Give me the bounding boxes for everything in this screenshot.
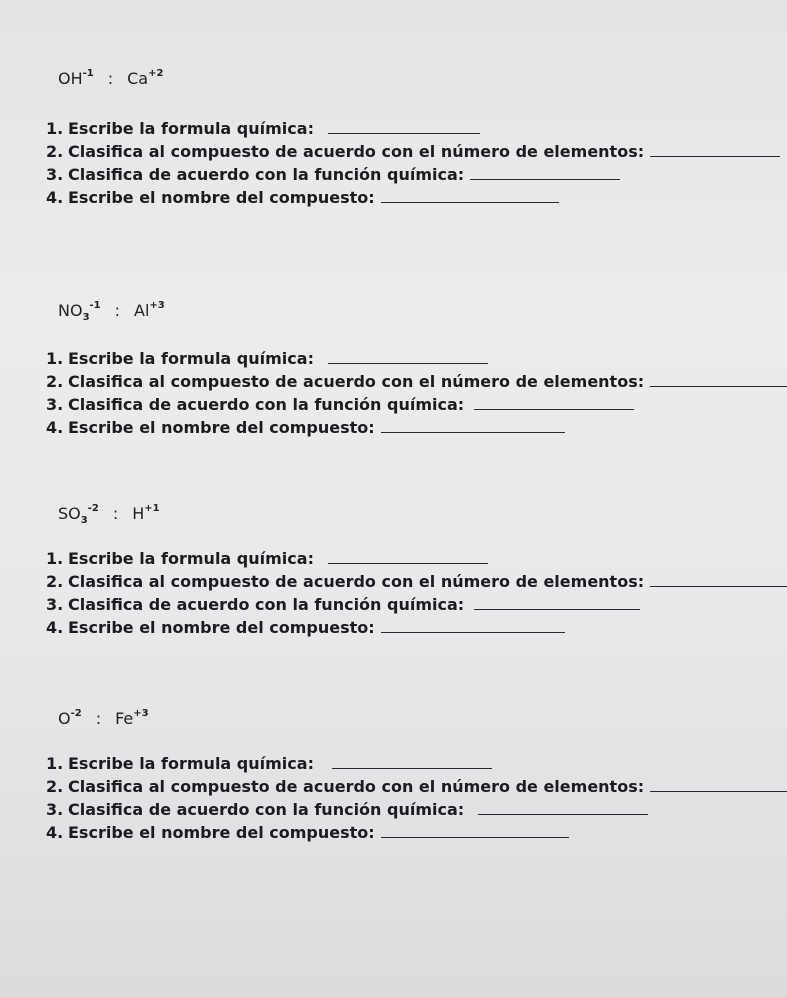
exercise-section-2 [46,294,766,439]
cation: $Al^{+3}$ [134,300,165,321]
answer-blank[interactable] [381,431,565,433]
cation: $Ca^{+2}$ [127,68,164,89]
question-formula: 1. Escribe la formula química: [46,547,766,570]
ion-pair [46,497,766,525]
cation: $H^{+1}$ [132,503,160,524]
question-list [46,347,766,439]
answer-blank[interactable] [474,608,640,610]
question-classify-function: 3. Clasifica de acuerdo con la función química: [46,393,766,416]
answer-blank[interactable] [650,585,787,587]
question-name: 4. Escribe el nombre del compuesto: [46,186,766,209]
question-formula: 1. Escribe la formula química: [46,347,766,370]
answer-blank[interactable] [381,631,565,633]
question-name: 4. Escribe el nombre del compuesto: [46,416,766,439]
ion-separator: : [107,69,114,89]
answer-blank[interactable] [470,178,620,180]
question-list [46,117,766,209]
answer-blank[interactable] [328,362,488,364]
ion-separator: : [112,504,119,524]
question-classify-function: 3. Clasifica de acuerdo con la función química: [46,798,766,821]
answer-blank[interactable] [650,385,787,387]
question-list [46,547,766,639]
answer-blank[interactable] [332,767,492,769]
answer-blank[interactable] [328,562,488,564]
anion: $SO_3^{-2}$ [58,503,99,527]
answer-blank[interactable] [478,813,648,815]
question-classify-function: 3. Clasifica de acuerdo con la función química: [46,163,766,186]
question-classify-function: 3. Clasifica de acuerdo con la función química: [46,593,766,616]
ion-pair [46,294,766,322]
ion-pair [46,62,766,90]
ion-pair [46,702,766,730]
exercise-section-3 [46,497,766,639]
question-name: 4. Escribe el nombre del compuesto: [46,821,766,844]
answer-blank[interactable] [474,408,634,410]
exercise-section-4 [46,702,766,844]
cation: $Fe^{+3}$ [115,708,149,729]
anion: $O^{-2}$ [58,708,82,729]
answer-blank[interactable] [328,132,480,134]
question-formula: 1. Escribe la formula química: [46,752,766,775]
anion: $NO_3^{-1}$ [58,300,101,324]
question-classify-elements: 2. Clasifica al compuesto de acuerdo con el número de elementos: [46,570,766,593]
question-classify-elements: 2. Clasifica al compuesto de acuerdo con el número de elementos: [46,140,766,163]
answer-blank[interactable] [650,790,787,792]
question-list [46,752,766,844]
ion-separator: : [95,709,102,729]
question-formula: 1. Escribe la formula química: [46,117,766,140]
question-classify-elements: 2. Clasifica al compuesto de acuerdo con el número de elementos: [46,775,766,798]
answer-blank[interactable] [381,836,569,838]
answer-blank[interactable] [381,201,559,203]
ion-separator: : [114,301,121,321]
question-classify-elements: 2. Clasifica al compuesto de acuerdo con el número de elementos: [46,370,766,393]
answer-blank[interactable] [650,155,780,157]
exercise-section-1 [46,62,766,209]
question-name: 4. Escribe el nombre del compuesto: [46,616,766,639]
anion: $OH^{-1}$ [58,68,94,89]
